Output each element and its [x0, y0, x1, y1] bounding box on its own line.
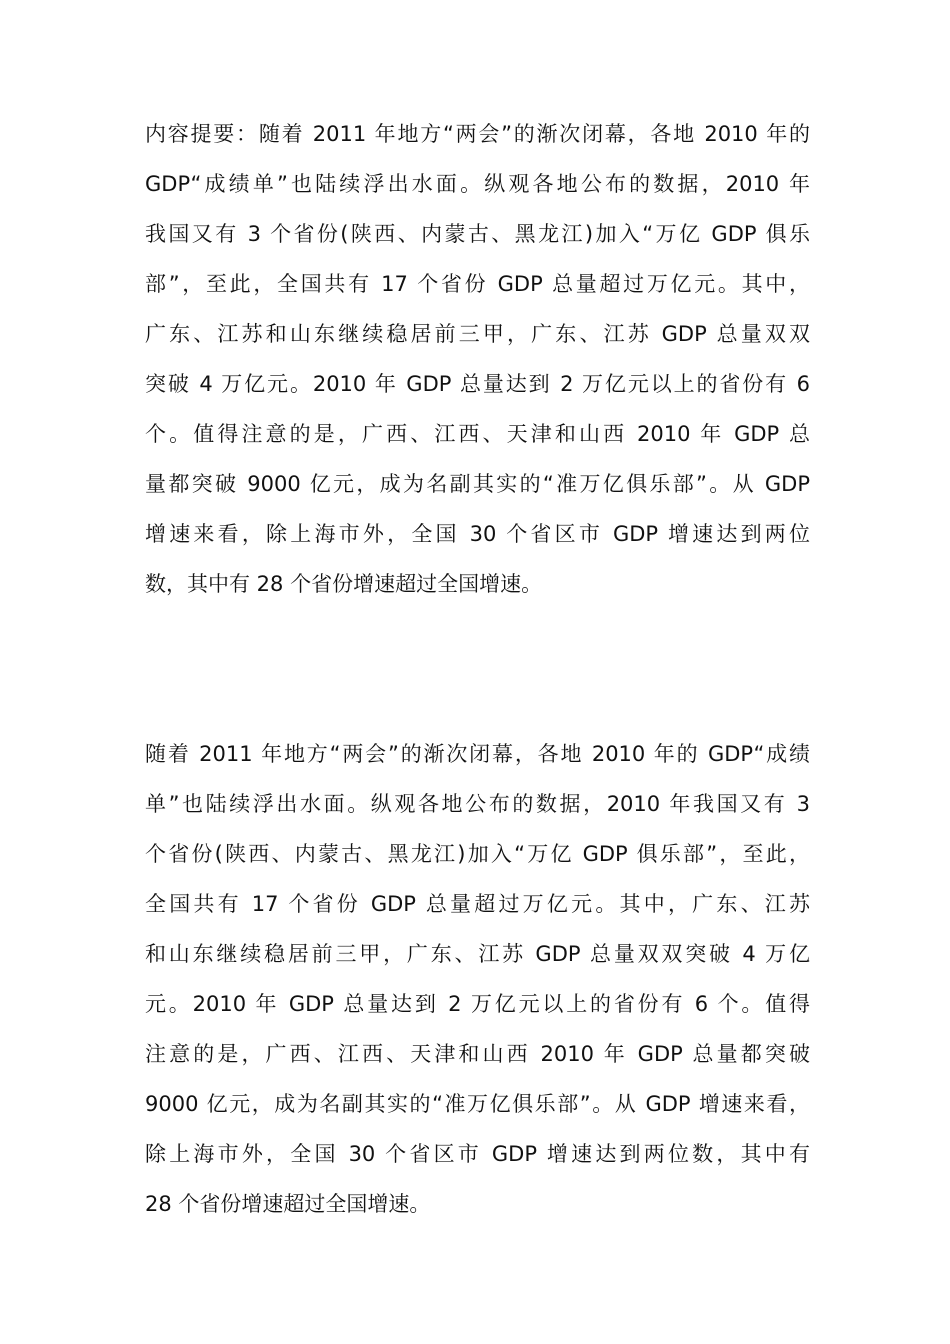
summary-line: 个。值得注意的是，广西、江西、天津和山西 2010 年 GDP 总: [145, 422, 810, 446]
body-line: 和山东继续稳居前三甲，广东、江苏 GDP 总量双双突破 4 万亿: [145, 942, 810, 966]
body-line: 全国共有 17 个省份 GDP 总量超过万亿元。其中，广东、江苏: [145, 892, 810, 916]
body-line: 元。2010 年 GDP 总量达到 2 万亿元以上的省份有 6 个。值得: [145, 992, 810, 1016]
summary-line: GDP“成绩单”也陆续浮出水面。纵观各地公布的数据，2010 年: [145, 172, 810, 196]
summary-paragraph: [145, 109, 810, 609]
summary-line: 数，其中有 28 个省份增速超过全国增速。: [145, 572, 543, 596]
body-line: 注意的是，广西、江西、天津和山西 2010 年 GDP 总量都突破: [145, 1042, 810, 1066]
body-line: 单”也陆续浮出水面。纵观各地公布的数据，2010 年我国又有 3: [145, 792, 810, 816]
body-line: 除上海市外，全国 30 个省区市 GDP 增速达到两位数，其中有: [145, 1142, 810, 1166]
summary-line: 部”，至此，全国共有 17 个省份 GDP 总量超过万亿元。其中，: [145, 272, 810, 296]
body-line: 28 个省份增速超过全国增速。: [145, 1192, 431, 1216]
body-line: 9000 亿元，成为名副其实的“准万亿俱乐部”。从 GDP 增速来看，: [145, 1092, 810, 1116]
summary-line: 量都突破 9000 亿元，成为名副其实的“准万亿俱乐部”。从 GDP: [145, 472, 810, 496]
body-paragraph: [145, 729, 810, 1229]
summary-line: 突破 4 万亿元。2010 年 GDP 总量达到 2 万亿元以上的省份有 6: [145, 372, 810, 396]
summary-line: 广东、江苏和山东继续稳居前三甲，广东、江苏 GDP 总量双双: [145, 322, 810, 346]
summary-line: 增速来看，除上海市外，全国 30 个省区市 GDP 增速达到两位: [145, 522, 810, 546]
summary-line: 内容提要：随着 2011 年地方“两会”的渐次闭幕，各地 2010 年的: [145, 122, 810, 146]
body-line: 随着 2011 年地方“两会”的渐次闭幕，各地 2010 年的 GDP“成绩: [145, 742, 810, 766]
body-line: 个省份(陕西、内蒙古、黑龙江)加入“万亿 GDP 俱乐部”，至此，: [145, 842, 810, 866]
summary-line: 我国又有 3 个省份(陕西、内蒙古、黑龙江)加入“万亿 GDP 俱乐: [145, 222, 810, 246]
